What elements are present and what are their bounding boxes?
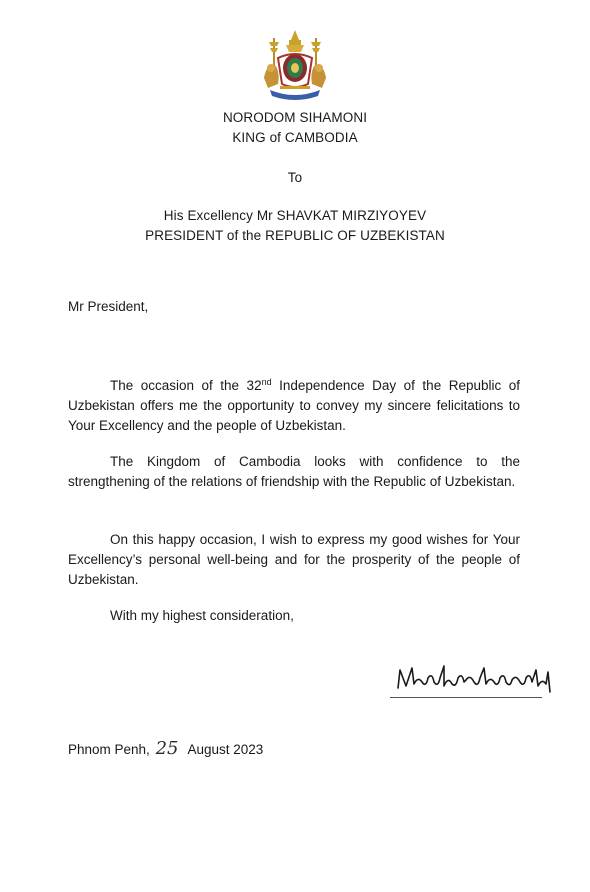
- recipient-line-2: PRESIDENT of the REPUBLIC OF UZBEKISTAN: [145, 228, 445, 243]
- salutation: Mr President,: [68, 299, 149, 314]
- date-day-handwritten: 25: [155, 738, 179, 759]
- body-paragraph-3: On this happy occasion, I wish to express my good wishes for Your Excellency’s personal well-being and for the prosperity of the people of Uzbekistan.: [68, 532, 520, 587]
- recipient-line-1: His Excellency Mr SHAVKAT MIRZIYOYEV: [163, 208, 427, 223]
- sender-name: NORODOM SIHAMONI: [222, 110, 368, 125]
- ordinal-suffix: nd: [261, 377, 272, 387]
- body-paragraph-1: [68, 376, 520, 436]
- place-text: Phnom Penh,: [68, 742, 150, 757]
- closing-phrase: With my highest consideration,: [110, 608, 294, 623]
- handwritten-signature: [392, 658, 562, 698]
- to-label: To: [287, 170, 303, 185]
- date-text: August 2023: [187, 742, 264, 757]
- paragraph-1-text-b: Independence Day of the Republic of Uzbekistan offers me the opportunity to convey my sincere felicitations to Your Excellency and the people of Uzbekistan.: [68, 378, 520, 433]
- signature-line: [390, 697, 542, 698]
- paragraph-1-text-a: The occasion of the 32: [110, 378, 262, 393]
- royal-coat-of-arms-emblem: [256, 28, 334, 104]
- body-paragraph-2: The Kingdom of Cambodia looks with confidence to the strengthening of the relations of friendship with the Republic of Uzbekistan.: [68, 454, 520, 489]
- place-and-date: [68, 738, 263, 759]
- sender-title: KING of CAMBODIA: [232, 130, 358, 145]
